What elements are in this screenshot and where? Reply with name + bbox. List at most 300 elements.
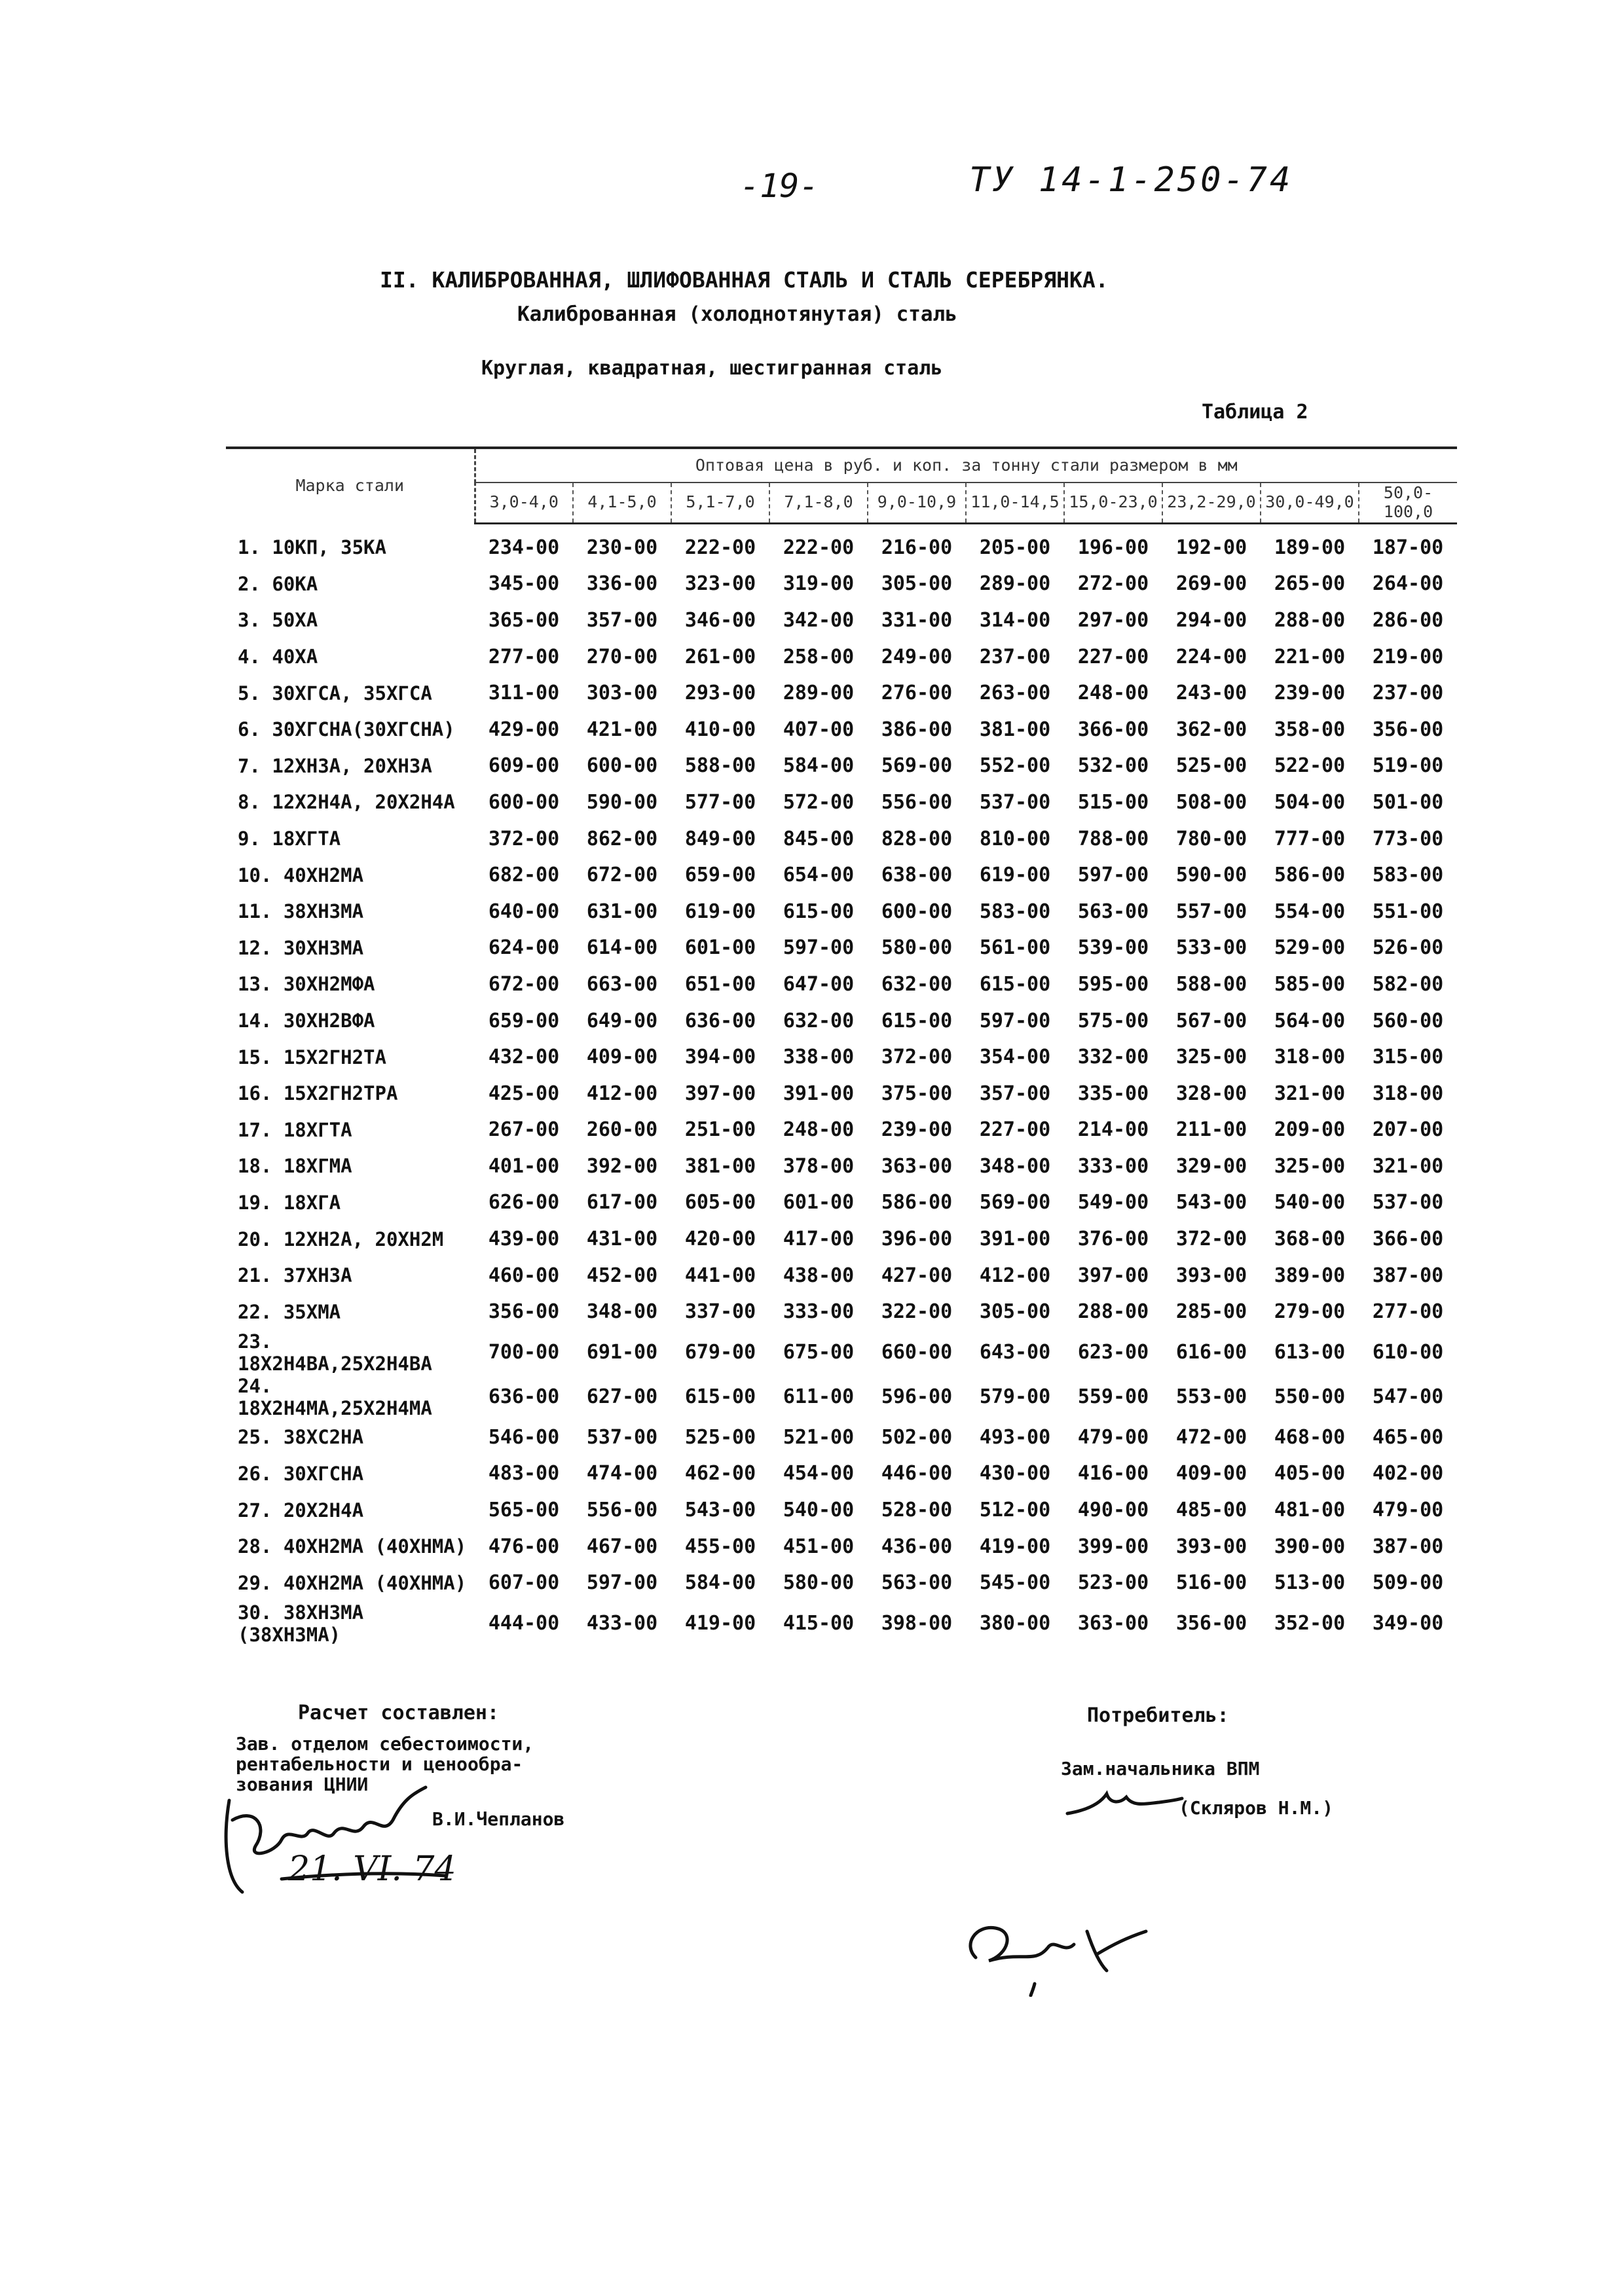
steel-grade-cell: 19. 18ХГА bbox=[238, 1191, 341, 1214]
price-cell: 616-00 bbox=[1175, 1341, 1247, 1364]
price-cell: 615-00 bbox=[684, 1385, 756, 1409]
price-cell: 660-00 bbox=[881, 1341, 953, 1364]
price-cell: 493-00 bbox=[979, 1425, 1051, 1449]
price-cell: 227-00 bbox=[1077, 645, 1149, 668]
price-cell: 277-00 bbox=[1372, 1300, 1444, 1324]
price-cell: 328-00 bbox=[1175, 1082, 1247, 1105]
price-cell: 572-00 bbox=[783, 790, 855, 814]
price-cell: 672-00 bbox=[586, 864, 658, 887]
table-row bbox=[226, 784, 1457, 821]
price-cell: 409-00 bbox=[1175, 1462, 1247, 1485]
price-cell: 580-00 bbox=[881, 936, 953, 960]
price-cell: 849-00 bbox=[684, 827, 756, 850]
price-cell: 248-00 bbox=[1077, 682, 1149, 705]
price-cell: 547-00 bbox=[1372, 1385, 1444, 1409]
price-cell: 265-00 bbox=[1274, 572, 1346, 596]
table-row bbox=[226, 566, 1457, 602]
price-cell: 474-00 bbox=[586, 1462, 658, 1485]
price-cell: 580-00 bbox=[783, 1571, 855, 1595]
steel-grade-cell: 18. 18ХГМА bbox=[238, 1155, 352, 1178]
price-cell: 322-00 bbox=[881, 1300, 953, 1324]
price-cell: 504-00 bbox=[1274, 790, 1346, 814]
price-cell: 368-00 bbox=[1274, 1228, 1346, 1251]
price-cell: 788-00 bbox=[1077, 827, 1149, 850]
price-cell: 342-00 bbox=[783, 608, 855, 632]
price-cell: 248-00 bbox=[783, 1118, 855, 1142]
size-header-cell: 11,0-14,5 bbox=[966, 483, 1064, 523]
price-cell: 432-00 bbox=[488, 1046, 560, 1069]
price-cell: 631-00 bbox=[586, 900, 658, 923]
steel-grade-cell: 27. 20Х2Н4А bbox=[238, 1499, 364, 1522]
price-cell: 615-00 bbox=[979, 972, 1051, 996]
price-cell: 293-00 bbox=[684, 682, 756, 705]
price-cell: 615-00 bbox=[881, 1009, 953, 1032]
price-cell: 380-00 bbox=[979, 1612, 1051, 1635]
table-row bbox=[226, 1601, 1457, 1646]
price-cell: 277-00 bbox=[488, 645, 560, 668]
price-cell: 358-00 bbox=[1274, 718, 1346, 741]
price-cell: 700-00 bbox=[488, 1341, 560, 1364]
price-cell: 539-00 bbox=[1077, 936, 1149, 960]
price-cell: 564-00 bbox=[1274, 1009, 1346, 1032]
table-row bbox=[226, 1002, 1457, 1039]
price-cell: 508-00 bbox=[1175, 790, 1247, 814]
price-cell: 222-00 bbox=[783, 536, 855, 559]
table-row bbox=[226, 1419, 1457, 1456]
table-row bbox=[226, 675, 1457, 712]
price-cell: 584-00 bbox=[684, 1571, 756, 1595]
table-row bbox=[226, 1257, 1457, 1294]
price-cell: 619-00 bbox=[979, 864, 1051, 887]
price-cell: 390-00 bbox=[1274, 1535, 1346, 1558]
price-cell: 515-00 bbox=[1077, 790, 1149, 814]
table-row bbox=[226, 1148, 1457, 1185]
price-cell: 597-00 bbox=[783, 936, 855, 960]
price-cell: 623-00 bbox=[1077, 1341, 1149, 1364]
price-cell: 311-00 bbox=[488, 682, 560, 705]
price-cell: 263-00 bbox=[979, 682, 1051, 705]
size-header-cell: 4,1-5,0 bbox=[573, 483, 671, 523]
price-cell: 352-00 bbox=[1274, 1612, 1346, 1635]
price-cell: 691-00 bbox=[586, 1341, 658, 1364]
steel-grade-cell: 9. 18ХГТА bbox=[238, 828, 341, 850]
price-cell: 332-00 bbox=[1077, 1046, 1149, 1069]
price-cell: 356-00 bbox=[1372, 718, 1444, 741]
steel-grade-cell: 17. 18ХГТА bbox=[238, 1118, 352, 1141]
price-cell: 239-00 bbox=[881, 1118, 953, 1142]
size-header-cell: 5,1-7,0 bbox=[671, 483, 769, 523]
price-cell: 490-00 bbox=[1077, 1499, 1149, 1522]
price-cell: 321-00 bbox=[1372, 1154, 1444, 1178]
price-cell: 773-00 bbox=[1372, 827, 1444, 850]
consumer-position: Зам.начальника ВПМ bbox=[1061, 1758, 1260, 1779]
section-title: II. КАЛИБРОВАННАЯ, ШЛИФОВАННАЯ СТАЛЬ И СТАЛЬ СЕРЕБРЯНКА. bbox=[380, 267, 1109, 293]
price-cell: 375-00 bbox=[881, 1082, 953, 1105]
price-cell: 619-00 bbox=[684, 900, 756, 923]
price-cell: 519-00 bbox=[1372, 754, 1444, 778]
price-cell: 348-00 bbox=[979, 1154, 1051, 1178]
price-cell: 537-00 bbox=[979, 790, 1051, 814]
price-cell: 552-00 bbox=[979, 754, 1051, 778]
price-cell: 601-00 bbox=[684, 936, 756, 960]
price-cell: 219-00 bbox=[1372, 645, 1444, 668]
price-cell: 396-00 bbox=[881, 1228, 953, 1251]
price-cell: 261-00 bbox=[684, 645, 756, 668]
price-cell: 305-00 bbox=[979, 1300, 1051, 1324]
table-row bbox=[226, 1375, 1457, 1419]
price-cell: 348-00 bbox=[586, 1300, 658, 1324]
price-cell: 421-00 bbox=[586, 718, 658, 741]
price-cell: 640-00 bbox=[488, 900, 560, 923]
price-cell: 387-00 bbox=[1372, 1535, 1444, 1558]
price-cell: 605-00 bbox=[684, 1191, 756, 1214]
price-cell: 528-00 bbox=[881, 1499, 953, 1522]
price-cell: 553-00 bbox=[1175, 1385, 1247, 1409]
price-table bbox=[226, 446, 1457, 1646]
price-cell: 585-00 bbox=[1274, 972, 1346, 996]
price-cell: 427-00 bbox=[881, 1264, 953, 1287]
price-cell: 196-00 bbox=[1077, 536, 1149, 559]
price-cell: 845-00 bbox=[783, 827, 855, 850]
price-cell: 305-00 bbox=[881, 572, 953, 596]
price-cell: 394-00 bbox=[684, 1046, 756, 1069]
price-cell: 192-00 bbox=[1175, 536, 1247, 559]
price-cell: 389-00 bbox=[1274, 1264, 1346, 1287]
price-cell: 430-00 bbox=[979, 1462, 1051, 1485]
size-header-cell: 50,0-100,0 bbox=[1359, 483, 1457, 523]
price-cell: 654-00 bbox=[783, 864, 855, 887]
price-cell: 335-00 bbox=[1077, 1082, 1149, 1105]
price-cell: 577-00 bbox=[684, 790, 756, 814]
price-cell: 243-00 bbox=[1175, 682, 1247, 705]
price-cell: 249-00 bbox=[881, 645, 953, 668]
price-cell: 323-00 bbox=[684, 572, 756, 596]
price-cell: 509-00 bbox=[1372, 1571, 1444, 1595]
price-cell: 439-00 bbox=[488, 1228, 560, 1251]
price-cell: 610-00 bbox=[1372, 1341, 1444, 1364]
price-cell: 251-00 bbox=[684, 1118, 756, 1142]
table-row bbox=[226, 1221, 1457, 1258]
price-cell: 525-00 bbox=[684, 1425, 756, 1449]
price-cell: 412-00 bbox=[979, 1264, 1051, 1287]
price-cell: 436-00 bbox=[881, 1535, 953, 1558]
price-cell: 258-00 bbox=[783, 645, 855, 668]
price-cell: 189-00 bbox=[1274, 536, 1346, 559]
price-cell: 615-00 bbox=[783, 900, 855, 923]
price-cell: 522-00 bbox=[1274, 754, 1346, 778]
price-cell: 333-00 bbox=[783, 1300, 855, 1324]
price-cell: 214-00 bbox=[1077, 1118, 1149, 1142]
price-cell: 224-00 bbox=[1175, 645, 1247, 668]
price-cell: 545-00 bbox=[979, 1571, 1051, 1595]
price-cell: 675-00 bbox=[783, 1341, 855, 1364]
steel-grade-cell: 23. 18Х2Н4ВА,25Х2Н4ВА bbox=[238, 1330, 432, 1375]
price-cell: 329-00 bbox=[1175, 1154, 1247, 1178]
steel-grade-cell: 11. 38ХН3МА bbox=[238, 900, 364, 923]
steel-grade-cell: 28. 40ХН2МА (40ХНМА) bbox=[238, 1535, 467, 1558]
price-cell: 372-00 bbox=[1175, 1228, 1247, 1251]
price-cell: 392-00 bbox=[586, 1154, 658, 1178]
table-row bbox=[226, 820, 1457, 857]
steel-shapes-line: Круглая, квадратная, шестигранная сталь bbox=[481, 357, 943, 380]
price-cell: 325-00 bbox=[1175, 1046, 1247, 1069]
price-cell: 624-00 bbox=[488, 936, 560, 960]
price-cell: 362-00 bbox=[1175, 718, 1247, 741]
price-cell: 583-00 bbox=[1372, 864, 1444, 887]
price-cell: 569-00 bbox=[979, 1191, 1051, 1214]
price-cell: 627-00 bbox=[586, 1385, 658, 1409]
steel-grade-cell: 30. 38ХН3МА (38ХН3МА) bbox=[238, 1601, 364, 1646]
table-row bbox=[226, 857, 1457, 894]
price-cell: 810-00 bbox=[979, 827, 1051, 850]
price-cell: 279-00 bbox=[1274, 1300, 1346, 1324]
price-cell: 366-00 bbox=[1372, 1228, 1444, 1251]
steel-grade-cell: 22. 35ХМА bbox=[238, 1300, 341, 1323]
price-cell: 376-00 bbox=[1077, 1228, 1149, 1251]
price-cell: 345-00 bbox=[488, 572, 560, 596]
price-cell: 682-00 bbox=[488, 864, 560, 887]
price-cell: 337-00 bbox=[684, 1300, 756, 1324]
price-cell: 234-00 bbox=[488, 536, 560, 559]
price-cell: 272-00 bbox=[1077, 572, 1149, 596]
table-label: Таблица 2 bbox=[1202, 401, 1308, 424]
signature-date: 21. VI. 74 bbox=[288, 1850, 456, 1889]
price-cell: 187-00 bbox=[1372, 536, 1444, 559]
price-cell: 381-00 bbox=[684, 1154, 756, 1178]
price-cell: 363-00 bbox=[881, 1154, 953, 1178]
price-cell: 433-00 bbox=[586, 1612, 658, 1635]
price-cell: 485-00 bbox=[1175, 1499, 1247, 1522]
price-cell: 632-00 bbox=[881, 972, 953, 996]
price-cell: 679-00 bbox=[684, 1341, 756, 1364]
table-row bbox=[226, 748, 1457, 784]
price-cell: 521-00 bbox=[783, 1425, 855, 1449]
steel-grade-cell: 7. 12ХН3А, 20ХН3А bbox=[238, 754, 432, 777]
price-cell: 502-00 bbox=[881, 1425, 953, 1449]
price-cell: 401-00 bbox=[488, 1154, 560, 1178]
calc-title: Расчет составлен: bbox=[298, 1702, 500, 1724]
price-cell: 397-00 bbox=[1077, 1264, 1149, 1287]
price-cell: 479-00 bbox=[1372, 1499, 1444, 1522]
price-cell: 626-00 bbox=[488, 1191, 560, 1214]
price-cell: 551-00 bbox=[1372, 900, 1444, 923]
price-cell: 609-00 bbox=[488, 754, 560, 778]
price-cell: 636-00 bbox=[684, 1009, 756, 1032]
price-cell: 222-00 bbox=[684, 536, 756, 559]
steel-grade-cell: 26. 30ХГСНА bbox=[238, 1462, 364, 1485]
price-cell: 455-00 bbox=[684, 1535, 756, 1558]
price-cell: 540-00 bbox=[783, 1499, 855, 1522]
price-cell: 643-00 bbox=[979, 1341, 1051, 1364]
price-cell: 600-00 bbox=[881, 900, 953, 923]
price-cell: 285-00 bbox=[1175, 1300, 1247, 1324]
price-cell: 227-00 bbox=[979, 1118, 1051, 1142]
price-cell: 777-00 bbox=[1274, 827, 1346, 850]
price-cell: 205-00 bbox=[979, 536, 1051, 559]
price-cell: 549-00 bbox=[1077, 1191, 1149, 1214]
price-cell: 546-00 bbox=[488, 1425, 560, 1449]
size-header-cell: 3,0-4,0 bbox=[475, 483, 573, 523]
price-cell: 391-00 bbox=[979, 1228, 1051, 1251]
price-cell: 563-00 bbox=[881, 1571, 953, 1595]
price-cell: 419-00 bbox=[684, 1612, 756, 1635]
price-cell: 513-00 bbox=[1274, 1571, 1346, 1595]
price-cell: 315-00 bbox=[1372, 1046, 1444, 1069]
price-cell: 540-00 bbox=[1274, 1191, 1346, 1214]
price-cell: 378-00 bbox=[783, 1154, 855, 1178]
calc-position-line: зования ЦНИИ bbox=[236, 1774, 369, 1796]
grade-column-header: Марка стали bbox=[226, 448, 475, 523]
price-cell: 402-00 bbox=[1372, 1462, 1444, 1485]
price-cell: 381-00 bbox=[979, 718, 1051, 741]
price-cell: 472-00 bbox=[1175, 1425, 1247, 1449]
price-cell: 230-00 bbox=[586, 536, 658, 559]
price-cell: 575-00 bbox=[1077, 1009, 1149, 1032]
price-cell: 590-00 bbox=[586, 790, 658, 814]
price-cell: 600-00 bbox=[586, 754, 658, 778]
price-cell: 221-00 bbox=[1274, 645, 1346, 668]
size-header-cell: 9,0-10,9 bbox=[868, 483, 966, 523]
price-cell: 336-00 bbox=[586, 572, 658, 596]
calc-signer-name: В.И.Чепланов bbox=[432, 1808, 565, 1830]
price-cell: 425-00 bbox=[488, 1082, 560, 1105]
price-cell: 419-00 bbox=[979, 1535, 1051, 1558]
price-cell: 533-00 bbox=[1175, 936, 1247, 960]
price-table-body bbox=[226, 523, 1457, 1646]
price-cell: 410-00 bbox=[684, 718, 756, 741]
price-cell: 441-00 bbox=[684, 1264, 756, 1287]
price-cell: 780-00 bbox=[1175, 827, 1247, 850]
price-cell: 331-00 bbox=[881, 608, 953, 632]
price-cell: 454-00 bbox=[783, 1462, 855, 1485]
price-cell: 526-00 bbox=[1372, 936, 1444, 960]
table-row bbox=[226, 1039, 1457, 1076]
steel-grade-cell: 14. 30ХН2ВФА bbox=[238, 1010, 375, 1032]
price-cell: 412-00 bbox=[586, 1082, 658, 1105]
price-cell: 420-00 bbox=[684, 1228, 756, 1251]
table-row bbox=[226, 1492, 1457, 1529]
price-cell: 556-00 bbox=[881, 790, 953, 814]
price-cell: 554-00 bbox=[1274, 900, 1346, 923]
price-cell: 468-00 bbox=[1274, 1425, 1346, 1449]
price-cell: 613-00 bbox=[1274, 1341, 1346, 1364]
page-number: -19- bbox=[740, 167, 819, 205]
price-cell: 286-00 bbox=[1372, 608, 1444, 632]
price-cell: 600-00 bbox=[488, 790, 560, 814]
table-row bbox=[226, 1455, 1457, 1492]
price-cell: 354-00 bbox=[979, 1046, 1051, 1069]
steel-grade-cell: 20. 12ХН2А, 20ХН2М bbox=[238, 1228, 444, 1250]
price-cell: 372-00 bbox=[881, 1046, 953, 1069]
size-header-cell: 30,0-49,0 bbox=[1261, 483, 1359, 523]
price-group-header: Оптовая цена в руб. и коп. за тонну стали размером в мм bbox=[475, 448, 1457, 483]
price-cell: 597-00 bbox=[586, 1571, 658, 1595]
price-cell: 270-00 bbox=[586, 645, 658, 668]
price-cell: 647-00 bbox=[783, 972, 855, 996]
price-cell: 276-00 bbox=[881, 682, 953, 705]
steel-grade-cell: 25. 38ХС2НА bbox=[238, 1426, 364, 1449]
price-cell: 460-00 bbox=[488, 1264, 560, 1287]
price-cell: 588-00 bbox=[684, 754, 756, 778]
price-cell: 483-00 bbox=[488, 1462, 560, 1485]
price-cell: 356-00 bbox=[1175, 1612, 1247, 1635]
price-cell: 586-00 bbox=[1274, 864, 1346, 887]
price-cell: 557-00 bbox=[1175, 900, 1247, 923]
price-cell: 651-00 bbox=[684, 972, 756, 996]
price-cell: 357-00 bbox=[586, 608, 658, 632]
price-cell: 560-00 bbox=[1372, 1009, 1444, 1032]
price-cell: 611-00 bbox=[783, 1385, 855, 1409]
price-cell: 398-00 bbox=[881, 1612, 953, 1635]
price-cell: 567-00 bbox=[1175, 1009, 1247, 1032]
price-cell: 565-00 bbox=[488, 1499, 560, 1522]
steel-grade-cell: 29. 40ХН2МА (40ХНМА) bbox=[238, 1571, 467, 1594]
price-cell: 579-00 bbox=[979, 1385, 1051, 1409]
steel-grade-cell: 8. 12Х2Н4А, 20Х2Н4А bbox=[238, 791, 455, 814]
signature-consumer bbox=[950, 1892, 1159, 1997]
price-cell: 294-00 bbox=[1175, 608, 1247, 632]
price-cell: 636-00 bbox=[488, 1385, 560, 1409]
price-cell: 349-00 bbox=[1372, 1612, 1444, 1635]
price-cell: 356-00 bbox=[488, 1300, 560, 1324]
price-cell: 597-00 bbox=[979, 1009, 1051, 1032]
price-cell: 543-00 bbox=[1175, 1191, 1247, 1214]
price-cell: 211-00 bbox=[1175, 1118, 1247, 1142]
price-cell: 260-00 bbox=[586, 1118, 658, 1142]
price-cell: 559-00 bbox=[1077, 1385, 1149, 1409]
price-cell: 415-00 bbox=[783, 1612, 855, 1635]
price-cell: 318-00 bbox=[1372, 1082, 1444, 1105]
price-cell: 407-00 bbox=[783, 718, 855, 741]
price-cell: 318-00 bbox=[1274, 1046, 1346, 1069]
price-cell: 429-00 bbox=[488, 718, 560, 741]
price-cell: 586-00 bbox=[881, 1191, 953, 1214]
price-cell: 346-00 bbox=[684, 608, 756, 632]
price-cell: 207-00 bbox=[1372, 1118, 1444, 1142]
consumer-name: (Скляров Н.М.) bbox=[1179, 1797, 1334, 1819]
price-cell: 663-00 bbox=[586, 972, 658, 996]
price-cell: 476-00 bbox=[488, 1535, 560, 1558]
price-cell: 537-00 bbox=[586, 1425, 658, 1449]
price-cell: 632-00 bbox=[783, 1009, 855, 1032]
price-cell: 452-00 bbox=[586, 1264, 658, 1287]
price-cell: 467-00 bbox=[586, 1535, 658, 1558]
table-row bbox=[226, 930, 1457, 966]
price-cell: 431-00 bbox=[586, 1228, 658, 1251]
table-row bbox=[226, 523, 1457, 566]
price-cell: 607-00 bbox=[488, 1571, 560, 1595]
signature-consumer-short bbox=[1061, 1784, 1185, 1823]
price-cell: 319-00 bbox=[783, 572, 855, 596]
price-cell: 321-00 bbox=[1274, 1082, 1346, 1105]
price-cell: 387-00 bbox=[1372, 1264, 1444, 1287]
price-cell: 501-00 bbox=[1372, 790, 1444, 814]
steel-grade-cell: 24. 18Х2Н4МА,25Х2Н4МА bbox=[238, 1374, 432, 1419]
price-cell: 588-00 bbox=[1175, 972, 1247, 996]
price-cell: 465-00 bbox=[1372, 1425, 1444, 1449]
price-cell: 267-00 bbox=[488, 1118, 560, 1142]
price-cell: 386-00 bbox=[881, 718, 953, 741]
price-cell: 303-00 bbox=[586, 682, 658, 705]
signature-left bbox=[216, 1781, 452, 1912]
price-cell: 264-00 bbox=[1372, 572, 1444, 596]
price-cell: 462-00 bbox=[684, 1462, 756, 1485]
steel-grade-cell: 6. 30ХГСНА(30ХГСНА) bbox=[238, 718, 455, 741]
price-cell: 659-00 bbox=[684, 864, 756, 887]
price-cell: 438-00 bbox=[783, 1264, 855, 1287]
table-row bbox=[226, 1528, 1457, 1565]
price-cell: 416-00 bbox=[1077, 1462, 1149, 1485]
